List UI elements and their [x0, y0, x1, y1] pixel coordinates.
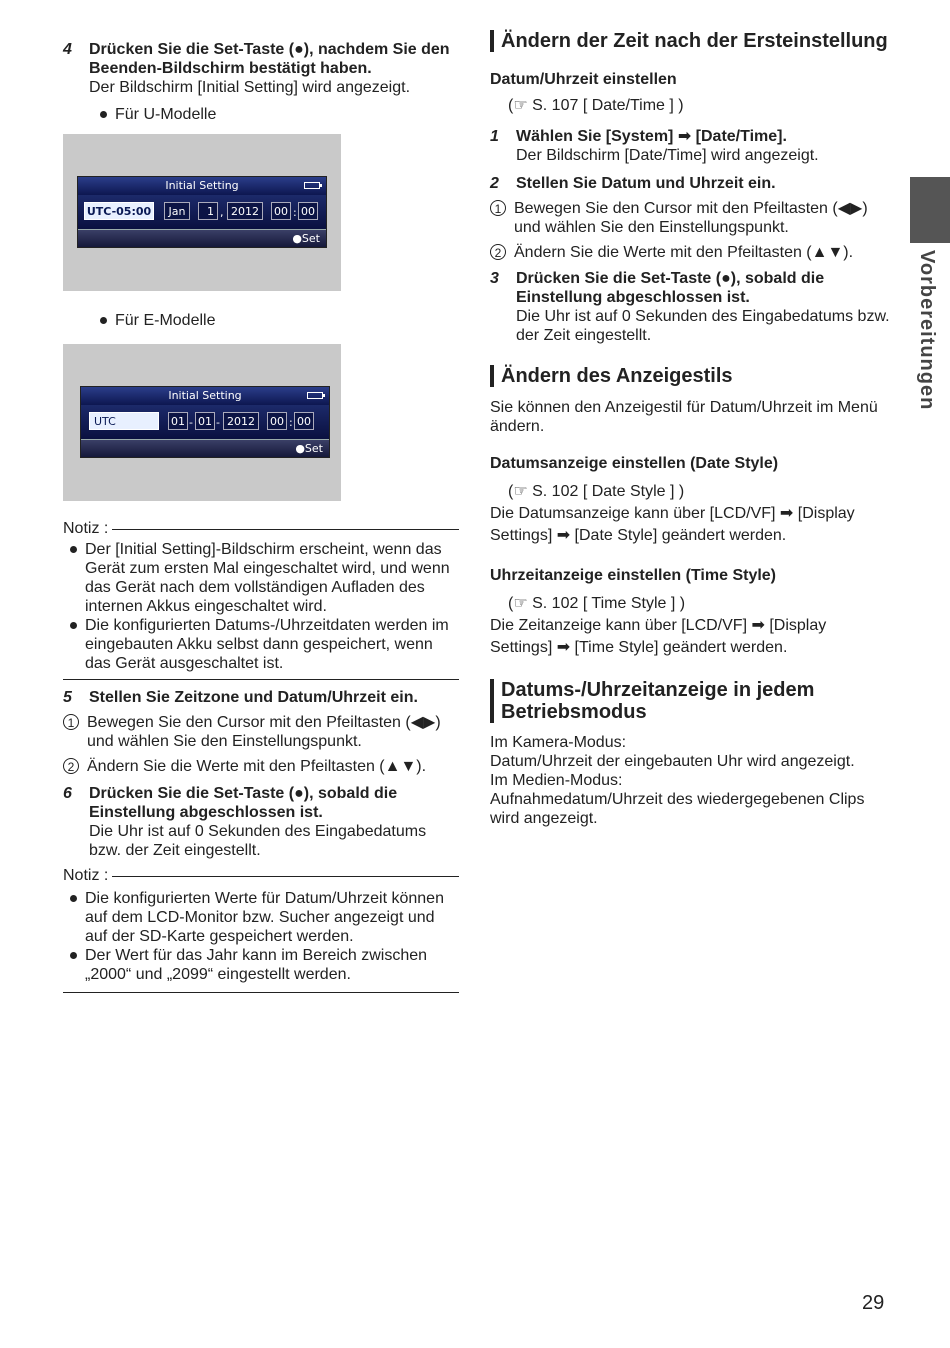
- step-number: 4: [63, 41, 72, 58]
- screen-footer: ●Set: [81, 440, 329, 457]
- paragraph: Sie können den Anzeigestil für Datum/Uhrzeit im Menü ändern.: [490, 399, 878, 435]
- step-text: Die Uhr ist auf 0 Sekunden des Eingabedatums bzw. der Zeit eingestellt.: [89, 823, 427, 859]
- dash-separator: -: [216, 416, 220, 429]
- notiz-item: Der [Initial Setting]-Bildschirm erscheint, wenn das Gerät zum ersten Mal eingeschaltet wird, und wenn das Gerät nach dem vollständigen Aufladen des internen Akkus eingeschaltet wird.: [63, 540, 459, 616]
- step-1: [490, 127, 890, 165]
- substep-1: [63, 713, 459, 751]
- screen-title: Initial Setting: [168, 389, 242, 402]
- initial-setting-screen-u: [63, 134, 341, 291]
- step-number: 5: [63, 689, 72, 706]
- step-title: Drücken Sie die Set-Taste (●), sobald die Einstellung abgeschlossen ist.: [89, 785, 398, 821]
- substep-text: Ändern Sie die Werte mit den Pfeiltasten (▲▼).: [87, 758, 427, 775]
- year-field[interactable]: 2012: [223, 412, 259, 430]
- notiz-label: Notiz :: [63, 867, 109, 884]
- circled-number: 2: [63, 758, 79, 774]
- notiz-header: [63, 519, 459, 538]
- step-number: 1: [490, 128, 499, 145]
- month-field[interactable]: 01: [195, 412, 215, 430]
- year-field[interactable]: 2012: [227, 202, 263, 220]
- paragraph-line: Datum/Uhrzeit der eingebauten Uhr wird angezeigt.: [490, 753, 855, 770]
- step-title: Drücken Sie die Set-Taste (●), sobald die Einstellung abgeschlossen ist.: [516, 270, 825, 306]
- divider: [63, 679, 459, 680]
- step-3: [490, 269, 890, 345]
- day-field[interactable]: 01: [168, 412, 188, 430]
- screen-fields: [78, 195, 326, 230]
- timezone-field[interactable]: UTC: [89, 412, 159, 430]
- u-models-label: [93, 105, 459, 124]
- subheading: Uhrzeitanzeige einstellen (Time Style): [490, 567, 777, 584]
- screen-title-bar: [78, 177, 326, 195]
- notiz-item: Der Wert für das Jahr kann im Bereich zwischen „2000“ und „2099“ eingestellt werden.: [63, 946, 459, 984]
- paragraph: Die Datumsanzeige kann über [LCD/VF] ➡ [Display Settings] ➡ [Date Style] geändert werden.: [490, 505, 855, 544]
- substep-text: Bewegen Sie den Cursor mit den Pfeiltasten (◀▶) und wählen Sie den Einstellungspunkt.: [514, 200, 868, 236]
- substep-2: [63, 757, 459, 776]
- hour-field[interactable]: 00: [271, 202, 291, 220]
- colon-separator: :: [293, 206, 297, 219]
- timezone-field[interactable]: UTC-05:00: [84, 202, 154, 220]
- subheading: Datum/Uhrzeit einstellen: [490, 71, 677, 88]
- paragraph-line: Aufnahmedatum/Uhrzeit des wiedergegebenen Clips wird angezeigt.: [490, 791, 865, 827]
- battery-icon: [304, 182, 320, 189]
- notiz-item: Die konfigurierten Werte für Datum/Uhrzeit können auf dem LCD-Monitor bzw. Sucher angezeigt und auf der SD-Karte gespeichert werden.: [63, 889, 459, 946]
- step-title: Stellen Sie Zeitzone und Datum/Uhrzeit ein.: [89, 689, 418, 706]
- step-4: [63, 40, 459, 97]
- colon-separator: :: [289, 416, 293, 429]
- u-models-text: Für U-Modelle: [115, 106, 217, 123]
- screen-fields: [81, 405, 329, 440]
- minute-field[interactable]: 00: [298, 202, 318, 220]
- step-text: Die Uhr ist auf 0 Sekunden des Eingabedatums bzw. der Zeit eingestellt.: [516, 308, 890, 344]
- month-field[interactable]: Jan: [164, 202, 190, 220]
- notiz-rule: [112, 529, 459, 530]
- notiz-label: Notiz :: [63, 520, 109, 537]
- step-text: Der Bildschirm [Initial Setting] wird angezeigt.: [89, 79, 411, 96]
- circled-number: 1: [490, 200, 506, 216]
- paragraph-line: Im Medien-Modus:: [490, 772, 623, 789]
- subheading: Datumsanzeige einstellen (Date Style): [490, 455, 779, 472]
- step-title: Drücken Sie die Set-Taste (●), nachdem Sie den Beenden-Bildschirm bestätigt haben.: [89, 41, 450, 77]
- circled-number: 1: [63, 714, 79, 730]
- divider: [63, 992, 459, 993]
- step-6: [63, 784, 459, 860]
- screen-title-bar: [81, 387, 329, 405]
- left-column: [63, 40, 459, 993]
- substep-text: Bewegen Sie den Cursor mit den Pfeiltasten (◀▶) und wählen Sie den Einstellungspunkt.: [87, 714, 441, 750]
- substep-text: Ändern Sie die Werte mit den Pfeiltasten (▲▼).: [514, 244, 854, 261]
- day-field[interactable]: 1: [198, 202, 218, 220]
- circled-number: 2: [490, 244, 506, 260]
- section-heading: Ändern der Zeit nach der Ersteinstellung: [490, 30, 890, 52]
- notiz-item: Die konfigurierten Datums-/Uhrzeitdaten werden im eingebauten Akku selbst dann gespeichert, wenn das Gerät ausgeschaltet ist.: [63, 616, 459, 673]
- paragraph-line: Im Kamera-Modus:: [490, 734, 627, 751]
- mode-description: [490, 733, 890, 828]
- chapter-label: Vorbereitungen: [916, 250, 938, 411]
- minute-field[interactable]: 00: [294, 412, 314, 430]
- dash-separator: -: [189, 416, 193, 429]
- page-reference[interactable]: (☞ S. 107 [ Date/Time ] ): [508, 97, 684, 114]
- notiz-1: [63, 519, 459, 680]
- step-number: 3: [490, 270, 499, 287]
- screen-title: Initial Setting: [165, 179, 239, 192]
- section-heading: Datums-/Uhrzeitanzeige in jedem Betriebsmodus: [490, 679, 890, 723]
- step-5: [63, 688, 459, 707]
- notiz-header: [63, 866, 459, 885]
- section-heading: Ändern des Anzeigestils: [490, 365, 890, 387]
- screen-footer: ●Set: [78, 230, 326, 247]
- step-number: 2: [490, 175, 499, 192]
- page-reference[interactable]: (☞ S. 102 [ Date Style ] ): [508, 483, 685, 500]
- chapter-tab: [910, 177, 950, 243]
- e-models-text: Für E-Modelle: [115, 312, 216, 329]
- initial-setting-screen-e: [63, 344, 341, 501]
- step-title: Stellen Sie Datum und Uhrzeit ein.: [516, 175, 776, 192]
- paragraph: Die Zeitanzeige kann über [LCD/VF] ➡ [Display Settings] ➡ [Time Style] geändert werden.: [490, 617, 827, 656]
- page-reference[interactable]: (☞ S. 102 [ Time Style ] ): [508, 595, 686, 612]
- battery-icon: [307, 392, 323, 399]
- e-models-label: [93, 311, 459, 330]
- comma-separator: ,: [220, 206, 224, 219]
- step-2: [490, 174, 890, 193]
- substep-1: [490, 199, 890, 237]
- step-title: Wählen Sie [System] ➡ [Date/Time].: [516, 128, 787, 145]
- notiz-rule: [112, 876, 459, 877]
- notiz-2: [63, 866, 459, 993]
- step-number: 6: [63, 785, 72, 802]
- page-number: 29: [862, 1292, 885, 1314]
- hour-field[interactable]: 00: [267, 412, 287, 430]
- camera-screen: [80, 386, 330, 458]
- right-column: [490, 30, 890, 828]
- camera-screen: [77, 176, 327, 248]
- step-text: Der Bildschirm [Date/Time] wird angezeigt.: [516, 147, 819, 164]
- substep-2: [490, 243, 890, 262]
